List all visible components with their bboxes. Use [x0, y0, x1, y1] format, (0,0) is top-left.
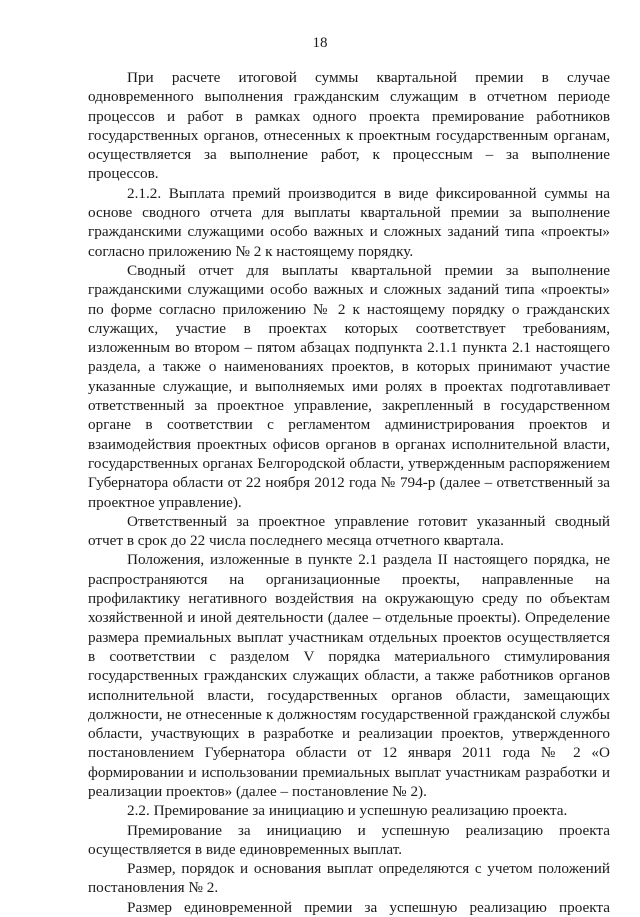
paragraph-report-deadline: Ответственный за проектное управление готовит указанный сводный отчет в срок до 22 числа последнего месяца отчетного квартала.: [88, 512, 610, 550]
page-number: 18: [312, 35, 328, 51]
paragraph-premium-size: Размер единовременной премии за успешную реализацию проекта: [127, 898, 610, 916]
paragraph-separate-projects: Положения, изложенные в пункте 2.1 раздела II настоящего порядка, не распространяются на организационные проекты, направленные на профилактику негативного воздействия на окружающую среду по объектам хозяйственной и иной деятельности (далее – отдельные проекты). Определение размера премиальных выплат участникам отдельных проектов осуществляется в соответствии с разделом V порядка материального стимулирования государственных гражданских служащих области, а также работников органов исполнительной власти, государственных органов области, замещающих должности, не отнесенные к должностям государственной гражданской службы области, участвующих в разработке и реализации проектов, утвержденного постановлением Губернатора области от 12 января 2011 года № 2 «О формировании и использовании премиальных выплат участникам разработки и реализации проектов» (далее – постановление № 2).: [88, 551, 610, 800]
paragraph-payment-basis: Размер, порядок и основания выплат определяются с учетом положений постановления № 2.: [88, 860, 610, 897]
paragraph-one-time-payments: Премирование за инициацию и успешную реализацию проекта осуществляется в виде единовременных выплат.: [88, 821, 610, 858]
paragraph-2-2-heading: 2.2. Премирование за инициацию и успешную реализацию проекта.: [127, 802, 568, 820]
paragraph-2-1-2: 2.1.2. Выплата премий производится в виде фиксированной суммы на основе сводного отчета для выплаты квартальной премии за выполнение гражданскими служащими особо важных и сложных заданий типа «проекты» согласно приложению № 2 к настоящему порядку.: [88, 184, 610, 260]
paragraph-summary-report: Сводный отчет для выплаты квартальной премии за выполнение гражданскими служащими особо важных и сложных заданий типа «проекты» по форме согласно приложению № 2 к настоящему порядку о гражданских служащих, участие в проектах которых соответствует требованиям, изложенным во втором – пятом абзацах подпункта 2.1.1 пункта 2.1 настоящего раздела, а также о наименованиях проектов, в которых принимают участие указанные служащие, и выполняемых ими ролях в проектах подготавливает ответственный за проектное управление, закрепленный в государственном органе в соответствии с регламентом администрирования проектов и взаимодействия проектных офисов органов в органах исполнительной власти, государственных органах Белгородской области, утвержденным распоряжением Губернатора области от 22 ноября 2012 года № 794-р (далее – ответственный за проектное управление).: [88, 261, 610, 511]
document-body: [88, 68, 610, 917]
paragraph-premium-calculation: При расчете итоговой суммы квартальной премии в случае одновременного выполнения гражданским служащим в отчетном периоде процессов и работ в рамках одного проекта премирование работников государственных органов, отнесенных к проектным государственным органам, осуществляется за выполнение работ, к процессным – за выполнение процессов.: [88, 69, 610, 183]
